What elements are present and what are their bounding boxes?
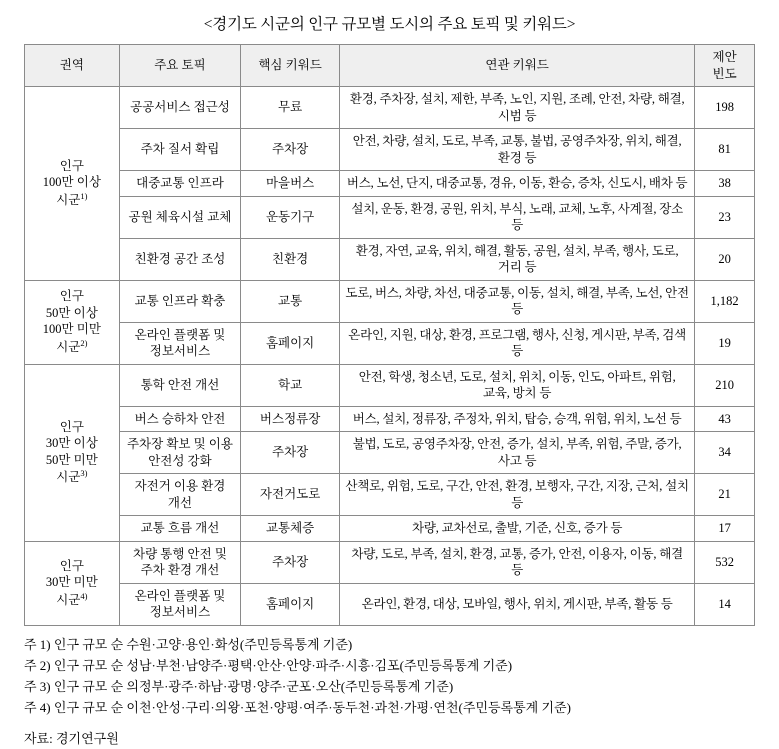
topic-cell: 공공서비스 접근성 xyxy=(119,87,240,129)
topic-cell: 통학 안전 개선 xyxy=(119,364,240,406)
frequency-cell: 1,182 xyxy=(695,280,755,322)
topic-cell: 교통 흐름 개선 xyxy=(119,516,240,542)
footnote-line: 주 3) 인구 규모 순 의정부·광주·하남·광명·양주·군포·오산(주민등록통계 기준) xyxy=(24,678,454,694)
key-keyword-cell: 주차장 xyxy=(241,432,340,474)
related-keyword-cell: 버스, 설치, 정류장, 주정차, 위치, 탑승, 승객, 위험, 위치, 노선 등 xyxy=(340,406,695,432)
frequency-cell: 532 xyxy=(695,541,755,583)
frequency-cell: 19 xyxy=(695,322,755,364)
topic-cell: 공원 체육시설 교체 xyxy=(119,196,240,238)
footnote-line: 주 2) 인구 규모 순 성남·부천·남양주·평택·안산·안양·파주·시흥·김포(주민등록통계 기준) xyxy=(24,657,513,673)
table-header-row xyxy=(25,45,755,87)
key-keyword-cell: 홈페이지 xyxy=(241,322,340,364)
topic-cell: 온라인 플랫폼 및 정보서비스 xyxy=(119,583,240,625)
frequency-cell: 210 xyxy=(695,364,755,406)
region-cell: 인구 30만 이상 50만 미만 시군$^{3)}$ xyxy=(25,364,120,541)
page-title: <경기도 시군의 인구 규모별 도시의 주요 토픽 및 키워드> xyxy=(203,16,576,33)
topic-keyword-table xyxy=(24,44,755,626)
footnotes xyxy=(24,634,755,718)
key-keyword-cell: 마을버스 xyxy=(241,171,340,197)
key-keyword-cell: 자전거도로 xyxy=(241,474,340,516)
table-row xyxy=(25,541,755,583)
frequency-cell: 34 xyxy=(695,432,755,474)
footnote-line: 주 1) 인구 규모 순 수원·고양·용인·화성(주민등록통계 기준) xyxy=(24,636,353,652)
frequency-cell: 38 xyxy=(695,171,755,197)
frequency-cell: 14 xyxy=(695,583,755,625)
related-keyword-cell: 환경, 자연, 교육, 위치, 해결, 활동, 공원, 설치, 부족, 행사, 도로, 거리 등 xyxy=(340,238,695,280)
frequency-cell: 198 xyxy=(695,87,755,129)
related-keyword-cell: 환경, 주차장, 설치, 제한, 부족, 노인, 지원, 조례, 안전, 차량, 해결, 시범 등 xyxy=(340,87,695,129)
related-keyword-cell: 설치, 운동, 환경, 공원, 위치, 부식, 노래, 교체, 노후, 사계절, 장소 등 xyxy=(340,196,695,238)
key-keyword-cell: 무료 xyxy=(241,87,340,129)
table-row xyxy=(25,238,755,280)
region-cell: 인구 50만 이상 100만 미만 시군$^{2)}$ xyxy=(25,280,120,364)
table-row xyxy=(25,583,755,625)
key-keyword-cell: 주차장 xyxy=(241,541,340,583)
footnote-line: 주 4) 인구 규모 순 이천·안성·구리·의왕·포천·양평·여주·동두천·과천·가평·연천(주민등록통계 기준) xyxy=(24,699,571,715)
table-row xyxy=(25,322,755,364)
col-header-topic: 주요 토픽 xyxy=(119,45,240,87)
related-keyword-cell: 온라인, 지원, 대상, 환경, 프로그램, 행사, 신청, 게시판, 부족, 검색 등 xyxy=(340,322,695,364)
topic-cell: 교통 인프라 확충 xyxy=(119,280,240,322)
table-row xyxy=(25,87,755,129)
related-keyword-cell: 온라인, 환경, 대상, 모바일, 행사, 위치, 게시판, 부족, 활동 등 xyxy=(340,583,695,625)
frequency-cell: 81 xyxy=(695,129,755,171)
frequency-cell: 21 xyxy=(695,474,755,516)
key-keyword-cell: 학교 xyxy=(241,364,340,406)
table-row xyxy=(25,516,755,542)
table-row xyxy=(25,406,755,432)
table-row xyxy=(25,364,755,406)
col-header-related-keyword: 연관 키워드 xyxy=(340,45,695,87)
topic-cell: 대중교통 인프라 xyxy=(119,171,240,197)
related-keyword-cell: 차량, 교차선로, 출발, 기준, 신호, 증가 등 xyxy=(340,516,695,542)
table-row xyxy=(25,280,755,322)
key-keyword-cell: 주차장 xyxy=(241,129,340,171)
topic-cell: 자전거 이용 환경 개선 xyxy=(119,474,240,516)
table-row xyxy=(25,432,755,474)
key-keyword-cell: 친환경 xyxy=(241,238,340,280)
related-keyword-cell: 도로, 버스, 차량, 차선, 대중교통, 이동, 설치, 해결, 부족, 노선, 안전 등 xyxy=(340,280,695,322)
topic-cell: 온라인 플랫폼 및 정보서비스 xyxy=(119,322,240,364)
topic-cell: 버스 승하차 안전 xyxy=(119,406,240,432)
table-row xyxy=(25,129,755,171)
related-keyword-cell: 불법, 도로, 공영주차장, 안전, 증가, 설치, 부족, 위험, 주말, 증가, 사고 등 xyxy=(340,432,695,474)
table-header xyxy=(25,45,755,87)
col-header-region: 권역 xyxy=(25,45,120,87)
key-keyword-cell: 교통 xyxy=(241,280,340,322)
related-keyword-cell: 안전, 차량, 설치, 도로, 부족, 교통, 불법, 공영주차장, 위치, 해결, 환경 등 xyxy=(340,129,695,171)
topic-cell: 주차 질서 확립 xyxy=(119,129,240,171)
region-cell: 인구 30만 미만 시군$^{4)}$ xyxy=(25,541,120,625)
related-keyword-cell: 안전, 학생, 청소년, 도로, 설치, 위치, 이동, 인도, 아파트, 위험, 교육, 방치 등 xyxy=(340,364,695,406)
key-keyword-cell: 홈페이지 xyxy=(241,583,340,625)
frequency-cell: 17 xyxy=(695,516,755,542)
region-cell: 인구 100만 이상 시군$^{1)}$ xyxy=(25,87,120,281)
topic-cell: 차량 통행 안전 및 주차 환경 개선 xyxy=(119,541,240,583)
frequency-cell: 23 xyxy=(695,196,755,238)
table-row xyxy=(25,171,755,197)
key-keyword-cell: 버스정류장 xyxy=(241,406,340,432)
frequency-cell: 43 xyxy=(695,406,755,432)
table-row xyxy=(25,474,755,516)
frequency-cell: 20 xyxy=(695,238,755,280)
related-keyword-cell: 산책로, 위험, 도로, 구간, 안전, 환경, 보행자, 구간, 지장, 근처, 설치 등 xyxy=(340,474,695,516)
col-header-frequency: 제안 빈도 xyxy=(695,45,755,87)
related-keyword-cell: 버스, 노선, 단지, 대중교통, 경유, 이동, 환승, 증차, 신도시, 배차 등 xyxy=(340,171,695,197)
col-header-key-keyword: 핵심 키워드 xyxy=(241,45,340,87)
table-body xyxy=(25,87,755,626)
table-row xyxy=(25,196,755,238)
topic-cell: 주차장 확보 및 이용 안전성 강화 xyxy=(119,432,240,474)
topic-cell: 친환경 공간 조성 xyxy=(119,238,240,280)
key-keyword-cell: 교통체증 xyxy=(241,516,340,542)
key-keyword-cell: 운동기구 xyxy=(241,196,340,238)
related-keyword-cell: 차량, 도로, 부족, 설치, 환경, 교통, 증가, 안전, 이용자, 이동, 해결 등 xyxy=(340,541,695,583)
source-line: 자료: 경기연구원 xyxy=(24,730,119,746)
